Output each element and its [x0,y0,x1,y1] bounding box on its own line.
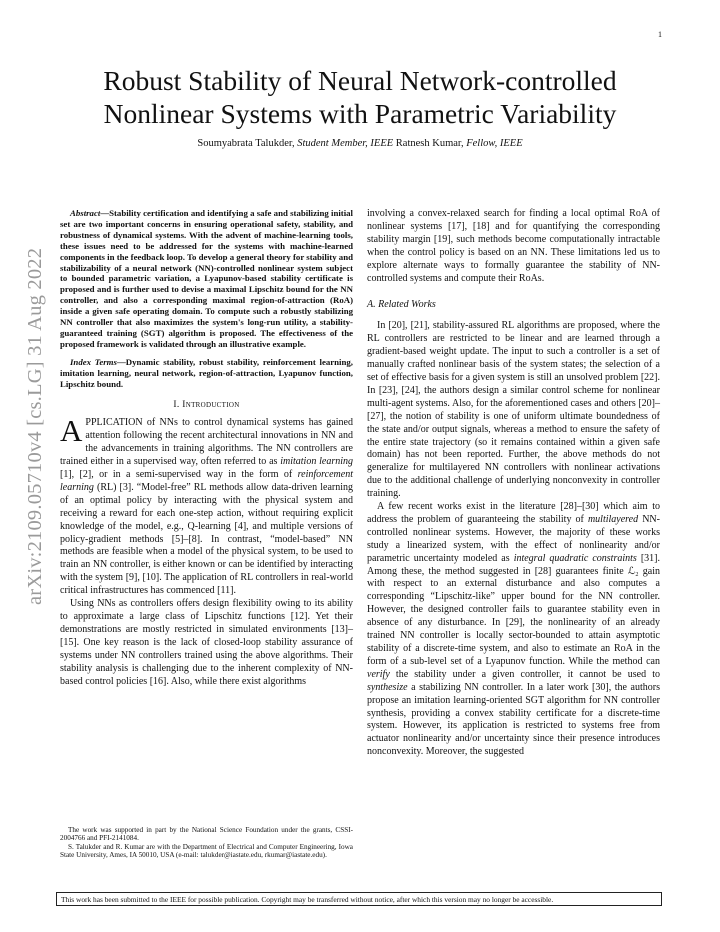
author-2-name: Ratnesh Kumar, [395,138,464,149]
section-title: Introduction [182,399,240,410]
author-line [60,138,660,149]
copyright-notice-box: This work has been submitted to the IEEE for possible publication. Copyright may be transferred without notice, after which this version may no longer be accessible. [56,892,662,906]
author-1-role: Student Member, IEEE [297,138,394,149]
related-works-paragraph-2: A few recent works exist in the literature [28]–[30] which aim to address the problem of guaranteeing the stability of multilayered NN-controlled nonlinear systems. However, the majority of these works study a linearized system, with the effect of nonlinearity and/or parametric uncertainty modeled as integral quadratic constraints [31]. Among these, the method suggested in [28] guarantees finite ℒ₂ gain with respect to an external disturbance and also computes a corresponding “Lipschitz-like” upper bound for the NN controller. However, the designed controller fails to guarantee stability even in absence of any disturbance. In [29], the nonlinearity of an already trained NN controller is locally sector-bounded to attain asymptotic stability of a discrete-time system, and also to estimate an RoA in the form of a sub-level set of a Lyapunov function. While the method can verify the stability under a given controller, it cannot be used to synthesize a stabilizing NN controller. In a later work [30], the authors propose an imitation learning-oriented SGT algorithm for NN controller synthesis, providing a convex stability certificate for a discrete-time system. However, its application is restricted to systems free from actuator nonlinearity and/or uncertainty since their presence introduces nonconvexity. Moreover, the suggested [367,501,660,758]
arxiv-identifier-text: arXiv:2109.05710v4 [cs.LG] 31 Aug 2022 [24,247,46,605]
drop-cap: A [60,413,83,449]
paper-title [60,64,660,130]
index-terms [60,357,353,390]
abstract-lead: Abstract [70,208,101,218]
intro-paragraph-2: Using NNs as controllers offers design flexibility owing to its ability to approximate a large class of Lipschitz functions [12]. Yet their demonstrations are mostly restricted in simulated environments [13]–[15]. One key reason is the lack of closed-loop stability assurance of systems under NN controllers trained using the above algorithms. Their stability analysis is challenging due to the inherent complexity of NN-based control policies [16]. Also, while there exist algorithms [60,598,353,687]
left-column [60,208,353,688]
author-2-role: Fellow, IEEE [466,138,523,149]
section-heading-introduction [60,399,353,412]
index-terms-lead: Index Terms [70,356,117,367]
related-works-paragraph-1: In [20], [21], stability-assured RL algorithms are proposed, where the RL controllers are restricted to be linear and are learned through a gradient-based weight update. The input to such a controller is a set of manually crafted nonlinear basis of the system states; the selection of a set of effective basis for a given system is still an unsolved problem [22]. In [23], [24], the authors design a similar control scheme for nonlinear multi-agent systems. Also, for the aforementioned cases and others [20]–[27], the notion of stability is one of uniform ultimate boundedness of the state and/or output signals, whereas a method to ensure the safety of the entire state trajectory (so it remains contained within a given safe domain) has not been reported. Further, the above methods do not generalize for multilayered NN controllers with nonlinear activations due to the additional challenge of underlying nonconvexity in controller training. [367,320,660,500]
index-terms-text: —Dynamic stability, robust stability, reinforcement learning, imitation learning, neural network, region-of-attraction, Lyapunov function, Lipschitz bound. [60,356,353,389]
footnote-funding: The work was supported in part by the National Science Foundation under the grants, CSSI-2004766 and PFI-2141084. [60,826,353,843]
page-number: 1 [658,30,662,39]
right-column [367,208,660,759]
footnotes [60,826,353,860]
title-line-1: Robust Stability of Neural Network-controlled [103,65,617,96]
right-paragraph-continued: involving a convex-relaxed search for finding a local optimal RoA of nonlinear systems [17], [18] and for quantifying the corresponding stability margin [19], such methods become computationally intractable when the control policy is based on an NN. These limitations led us to explore alternate ways to formally guarantee the stability of NN-controlled systems and compute their RoAs. [367,208,660,284]
abstract [60,208,353,390]
footnote-affiliation: S. Talukder and R. Kumar are with the Department of Electrical and Computer Engineering, Iowa State University, Ames, IA 50010, USA (e-mail: talukder@iastate.edu, rkumar@iastate.edu). [60,842,353,860]
subsection-heading-related-works: A. Related Works [367,299,436,311]
author-1-name: Soumyabrata Talukder, [197,138,295,149]
section-number: I. [173,399,180,410]
abstract-text: —Stability certification and identifying a safe and stabilizing initial set are two important concerns in ensuring operational safety, stability, and robustness of dynamical systems. With the advent of machine-learning tools, these issues need to be addressed for the systems with machine-learned components in the feedback loop. To develop a general theory for stability and stabilizability of a neural network (NN)-controlled nonlinear system subject to bounded parametric variation, a Lyapunov-based stability certificate is proposed and is further used to devise a maximal Lipschitz bound for the NN controller, and also a corresponding maximal region-of-attraction (RoA) inside a given safe operating domain. To compute such a robustly stabilizing NN controller that also maximizes the system's long-run utility, a stability-guaranteed training (SGT) algorithm is proposed. The effectiveness of the proposed framework is validated through an illustrative example. [60,208,353,349]
intro-paragraph-1: APPLICATION of NNs to control dynamical systems has gained attention following the recent architectural innovations in NN and the advancements in training algorithms. The NN controllers are trained either in a supervised way, often referred to as imitation learning [1], [2], or in a semi-supervised way in the form of reinforcement learning (RL) [3]. “Model-free” RL methods allow data-driven learning of an optimal policy by interacting with the physical system and receiving a reward for each one-step action, without requiring explicit knowledge of the model, e.g., Q-learning [4], and multiple versions of policy-gradient methods [5]–[8]. In contrast, “model-based” NN methods are feasible when a model of the physical system, to be used to train an NN controller, is either known or can be identified by interacting with the system [9], [10]. The application of RL controllers in real-world critical infrastructures has commenced [11]. [60,413,353,597]
title-line-2: Nonlinear Systems with Parametric Variability [103,98,617,129]
